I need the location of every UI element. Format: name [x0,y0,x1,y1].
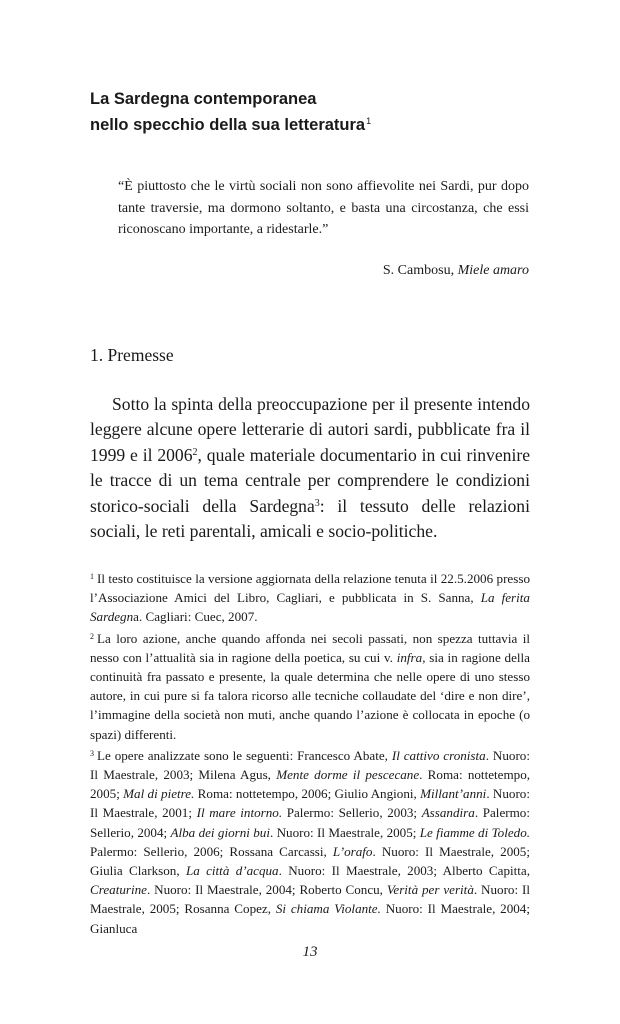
footnote-text: Roma: nottetempo, 2006; Giulio Angioni, [194,786,421,802]
footnote-number: 2 [90,631,94,641]
chapter-title-line-2: nello specchio della sua letteratura [90,116,366,134]
footnote-title: Le fiamme di Toledo. [419,824,531,840]
body-text-part: Sotto la spinta della preoccupazione per il presente intendo leggere alcune opere letterarie di autori sardi, pubblicate fra il 1999 e il 2006 [90,394,530,466]
footnote-ref-2: 2 [192,447,198,459]
footnote-text: . Nuoro: Il Maestrale, 2003; Alberto Capitta, [278,863,531,879]
footnote-text: . Nuoro: Il Maestrale, 2005; [269,824,420,840]
footnotes [90,567,530,938]
footnote-text: . Roma: nottetempo, 2005; [90,767,531,802]
footnote-number: 1 [90,572,94,581]
footnote-2 [90,627,530,744]
footnote-title: Il cattivo cronista [391,747,486,763]
footnote-text: . Nuoro: Il Maestrale, 2004; Roberto Concu, [146,882,387,898]
footnote-text: sia in ragione della continuità fra passato e presente, la quale determina che nelle opere di uno stesso autore, in cui pure si fa talora ricorso alle tecniche collaudate del ‘dire e non dire’, l’immagine della società non muti, anche quando l’azione è collocata in epoche (o spazi) differenti. [90,649,530,742]
page-number: 13 [302,944,318,960]
footnote-title: La ferita Sardegn [90,590,530,625]
footnote-text: . Palermo: Sellerio, 2004; [90,805,530,840]
footnote-text: a. Cagliari: Cuec, 2007. [133,609,258,625]
footnote-text: Nuoro: Il Maestrale, 2004; Gianluca [90,901,530,936]
footnote-text: Palermo: Sellerio, 2006; Rossana Carcassi, [90,843,333,859]
footnote-text: . Nuoro: Il Maestrale, 2005; Giulia Clarkson, [90,843,530,879]
footnote-title: Mal di pietre. [123,786,195,802]
epigraph-text: “È piuttosto che le virtù sociali non sono affievolite nei Sardi, pur dopo tante traversie, ma dormono soltanto, e basta una circostanza, che essi riconoscano importante, a ridestarle.” [118,179,529,237]
footnote-3 [90,744,530,938]
footnote-title: Creaturine [90,882,147,898]
footnote-number: 3 [90,748,94,758]
body-text-part: , quale materiale documentario in cui rinvenire le tracce di un tema centrale per comprendere le condizioni storico-sociali della Sardegna [90,445,531,517]
footnote-title: Assandira [421,805,475,821]
body-paragraph [90,392,530,544]
footnote-text: . Nuoro: Il Maestrale, 2003; Milena Agus, [90,747,530,783]
footnote-title: Mente dorme il pescecane [276,767,420,783]
footnote-title: L’orafo [332,843,373,859]
footnote-text: Palermo: Sellerio, 2003; [282,805,422,821]
footnote-title: Si chiama Violante. [275,901,381,917]
title-footnote-marker: 1 [366,116,372,126]
footnote-emphasis: infra, [396,649,426,665]
epigraph-work: Miele amaro [457,263,529,278]
footnote-title: Il mare intorno. [196,805,283,821]
body-text-part: : il tessuto delle relazioni sociali, le reti parentali, amicali e socio-politiche. [90,496,530,541]
section-heading: 1. Premesse [90,345,174,365]
footnote-1 [90,567,530,627]
epigraph-attribution [118,260,529,281]
chapter-title-line-1: La Sardegna contemporanea [90,90,317,108]
footnote-title: Millant’anni [420,786,487,802]
footnote-ref-3: 3 [314,498,320,510]
footnote-text: . Nuoro: Il Maestrale, 2005; Rosanna Copez, [90,882,530,917]
footnote-text: La loro azione, anche quando affonda nei secoli passati, non spezza tuttavia il nesso con l’attualità sia in ragione della poetica, su cui v. [90,630,530,665]
epigraph-author: S. Cambosu, [382,263,455,278]
footnote-title: Verità per verità [386,882,474,898]
footnote-text: . Nuoro: Il Maestrale, 2001; [90,786,530,821]
epigraph-quote [118,176,529,241]
chapter-title [90,88,530,136]
footnote-title: Alba dei giorni bui [170,824,270,840]
footnote-title: La città d’acqua [185,863,279,879]
footnote-text: Il testo costituisce la versione aggiornata della relazione tenuta il 22.5.2006 presso l’Associazione Amici del Libro, Cagliari, e pubblicata in S. Sanna, [90,571,530,606]
footnote-text: Le opere analizzate sono le seguenti: Francesco Abate, [97,747,392,763]
